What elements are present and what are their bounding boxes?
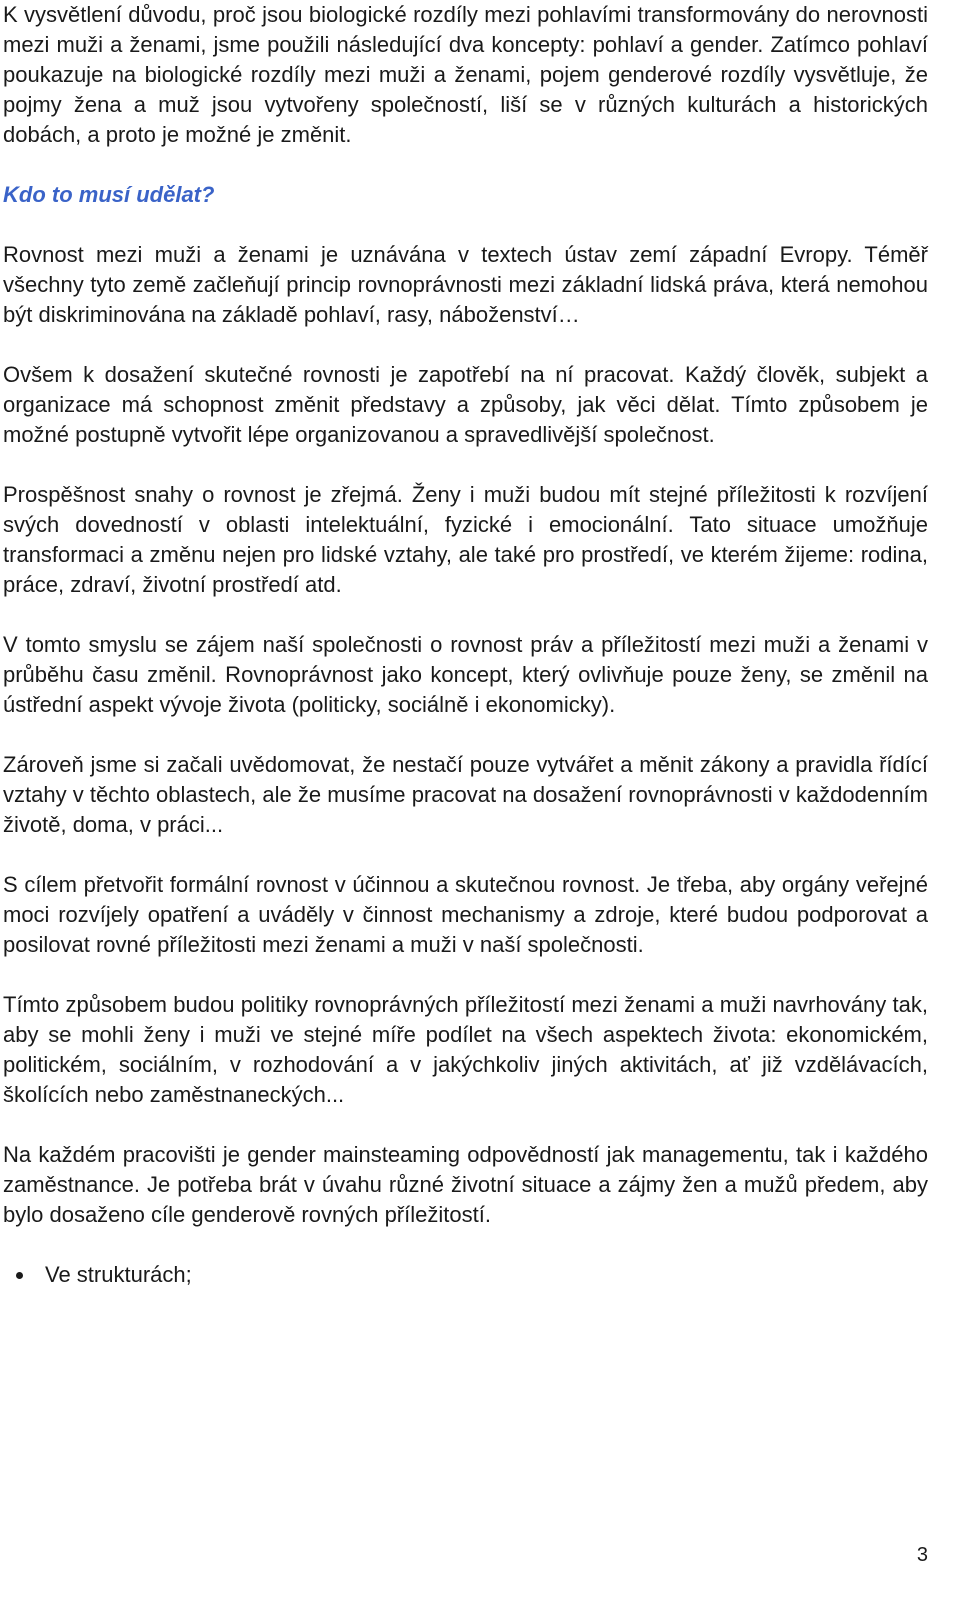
bullet-dot-icon bbox=[16, 1272, 23, 1279]
paragraph-policies: Tímto způsobem budou politiky rovnoprávných příležitostí mezi ženami a muži navrhovány tak, aby se mohli ženy i muži ve stejné míře podílet na všech aspektech života: ekonomickém, politickém, sociálním, v rozhodování a v jakýchkoliv jiných aktivitách, ať již vzdělávacích, školících nebo zaměstnaneckých... bbox=[3, 992, 928, 1107]
paragraph-gap bbox=[3, 720, 928, 750]
paragraph-constitutions: Rovnost mezi muži a ženami je uznávána v textech ústav zemí západní Evropy. Téměř všechny tyto země začleňují princip rovnoprávnosti mezi základní lidská práva, která nemohou být diskriminována na základě pohlaví, rasy, náboženství… bbox=[3, 242, 928, 327]
paragraph-gap bbox=[3, 1110, 928, 1140]
list-item bbox=[3, 1260, 928, 1290]
paragraph-gap bbox=[3, 210, 928, 240]
paragraph-benefits: Prospěšnost snahy o rovnost je zřejmá. Ženy i muži budou mít stejné příležitosti k rozvíjení svých dovedností v oblasti intelektuální, fyzické i emocionální. Tato situace umožňuje transformaci a změnu nejen pro lidské vztahy, ale také pro prostředí, ve kterém žijeme: rodina, práce, zdraví, životní prostředí atd. bbox=[3, 482, 928, 597]
list-item-text: Ve strukturách; bbox=[45, 1262, 192, 1287]
paragraph-workplace: Na každém pracovišti je gender mainsteaming odpovědností jak managementu, tak i každého zaměstnance. Je potřeba brát v úvahu různé životní situace a zájmy žen a mužů předem, aby bylo dosaženo cíle genderově rovných příležitostí. bbox=[3, 1142, 928, 1227]
paragraph-everyday-life: Zároveň jsme si začali uvědomovat, že nestačí pouze vytvářet a měnit zákony a pravidla řídící vztahy v těchto oblastech, ale že musíme pracovat na dosažení rovnoprávnosti v každodenním životě, doma, v práci... bbox=[3, 752, 928, 837]
paragraph-gap bbox=[3, 840, 928, 870]
paragraph-gap bbox=[3, 960, 928, 990]
paragraph-gap bbox=[3, 1230, 928, 1260]
paragraph-real-equality: Ovšem k dosažení skutečné rovnosti je zapotřebí na ní pracovat. Každý člověk, subjekt a organizace má schopnost změnit představy a způsoby, jak věci dělat. Tímto způsobem je možné postupně vytvořit lépe organizovanou a spravedlivější společnost. bbox=[3, 362, 928, 447]
page-number: 3 bbox=[916, 1544, 928, 1566]
paragraph-gap bbox=[3, 600, 928, 630]
paragraph-gender-concepts: K vysvětlení důvodu, proč jsou biologické rozdíly mezi pohlavími transformovány do nerovnosti mezi muži a ženami, jsme použili následující dva koncepty: pohlaví a gender. Zatímco pohlaví poukazuje na biologické rozdíly mezi muži a ženami, pojem genderové rozdíly vysvětluje, že pojmy žena a muž jsou vytvořeny společností, liší se v různých kulturách a historických dobách, a proto je možné je změnit. bbox=[3, 2, 928, 147]
paragraph-gap bbox=[3, 150, 928, 180]
section-heading: Kdo to musí udělat? bbox=[3, 182, 215, 207]
document-page bbox=[3, 0, 928, 1290]
bullet-list bbox=[3, 1260, 928, 1290]
paragraph-gap bbox=[3, 450, 928, 480]
paragraph-public-authorities: S cílem přetvořit formální rovnost v účinnou a skutečnou rovnost. Je třeba, aby orgány veřejné moci rozvíjely opatření a uváděly v činnost mechanismy a zdroje, které budou podporovat a posilovat rovné příležitosti mezi ženami a muži v naší společnosti. bbox=[3, 872, 928, 957]
paragraph-gap bbox=[3, 330, 928, 360]
paragraph-changing-interest: V tomto smyslu se zájem naší společnosti o rovnost práv a příležitostí mezi muži a ženami v průběhu času změnil. Rovnoprávnost jako koncept, který ovlivňuje pouze ženy, se změnil na ústřední aspekt vývoje života (politicky, sociálně i ekonomicky). bbox=[3, 632, 928, 717]
